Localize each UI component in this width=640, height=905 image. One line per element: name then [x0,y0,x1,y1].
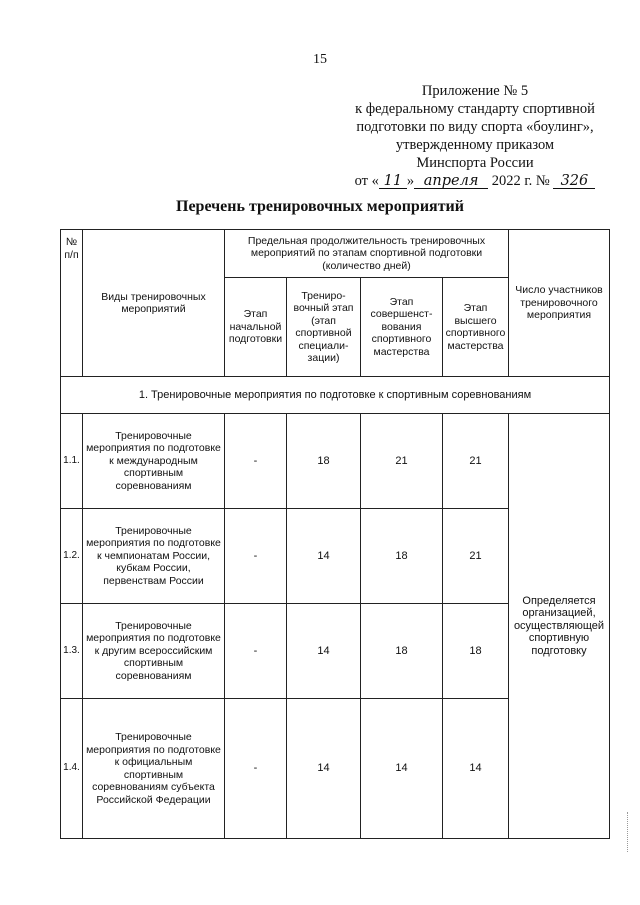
stage-initial-days: - [225,509,287,604]
appendix-line: к федеральному стандарту спортивной [355,101,595,117]
participants-value: Определяется организацией, осуществляющей спортивную подготовку [509,414,610,839]
event-type: Тренировочные мероприятия по подготовке к чемпионатам России, кубкам России, первенствам России [83,509,225,604]
table-row [61,414,610,509]
appendix-block [340,82,610,190]
appendix-title: Приложение № 5 [421,83,529,99]
date-prefix: от « [354,173,379,189]
stage-initial-days: - [225,699,287,839]
event-type: Тренировочные мероприятия по подготовке к международным спортивным соревнованиям [83,414,225,509]
handwritten-day: 11 [379,174,407,189]
handwritten-month: апреля [414,174,488,189]
row-number: 1.4. [61,699,83,839]
event-type: Тренировочные мероприятия по подготовке к другим всероссийским спортивным соревнованиям [83,604,225,699]
stage-training-days: 18 [287,414,361,509]
stage-improvement-days: 14 [361,699,443,839]
order-date-line [340,172,610,190]
date-suffix: 2022 г. № [488,173,554,189]
header-participants: Число участников тренировочного мероприятия [509,230,610,377]
row-number: 1.2. [61,509,83,604]
stage-improvement-days: 18 [361,604,443,699]
stage-initial-days: - [225,414,287,509]
stage-improvement-days: 21 [361,414,443,509]
header-stage-improvement: Этап совершенст-вования спортивного мастерства [361,278,443,377]
scan-edge-mark [627,812,630,852]
header-number: № п/п [61,230,83,377]
header-duration-group: Предельная продолжительность тренировочных мероприятий по этапам спортивной подготовки (количество дней) [225,230,509,278]
date-mid: » [406,173,415,189]
header-stage-initial: Этап начальной подготовки [225,278,287,377]
stage-higher-days: 21 [443,414,509,509]
handwritten-order-number: 326 [553,174,595,189]
document-title: Перечень тренировочных мероприятий [176,198,464,215]
section-heading: 1. Тренировочные мероприятия по подготовке к спортивным соревнованиям [61,377,610,414]
training-events-table [60,229,610,839]
appendix-line: Минспорта России [416,155,534,171]
header-stage-training: Трениро-вочный этап (этап спортивной специали-зации) [287,278,361,377]
stage-improvement-days: 18 [361,509,443,604]
header-event-type: Виды тренировочных мероприятий [83,230,225,377]
appendix-line: подготовки по виду спорта «боулинг», [356,119,594,135]
stage-higher-days: 18 [443,604,509,699]
stage-higher-days: 14 [443,699,509,839]
event-type: Тренировочные мероприятия по подготовке к официальным спортивным соревнованиям субъекта Российской Федерации [83,699,225,839]
appendix-line: утвержденному приказом [395,137,555,153]
header-stage-higher: Этап высшего спортивного мастерства [443,278,509,377]
page-number: 15 [313,52,327,67]
stage-training-days: 14 [287,509,361,604]
row-number: 1.3. [61,604,83,699]
row-number: 1.1. [61,414,83,509]
stage-initial-days: - [225,604,287,699]
stage-higher-days: 21 [443,509,509,604]
stage-training-days: 14 [287,699,361,839]
stage-training-days: 14 [287,604,361,699]
